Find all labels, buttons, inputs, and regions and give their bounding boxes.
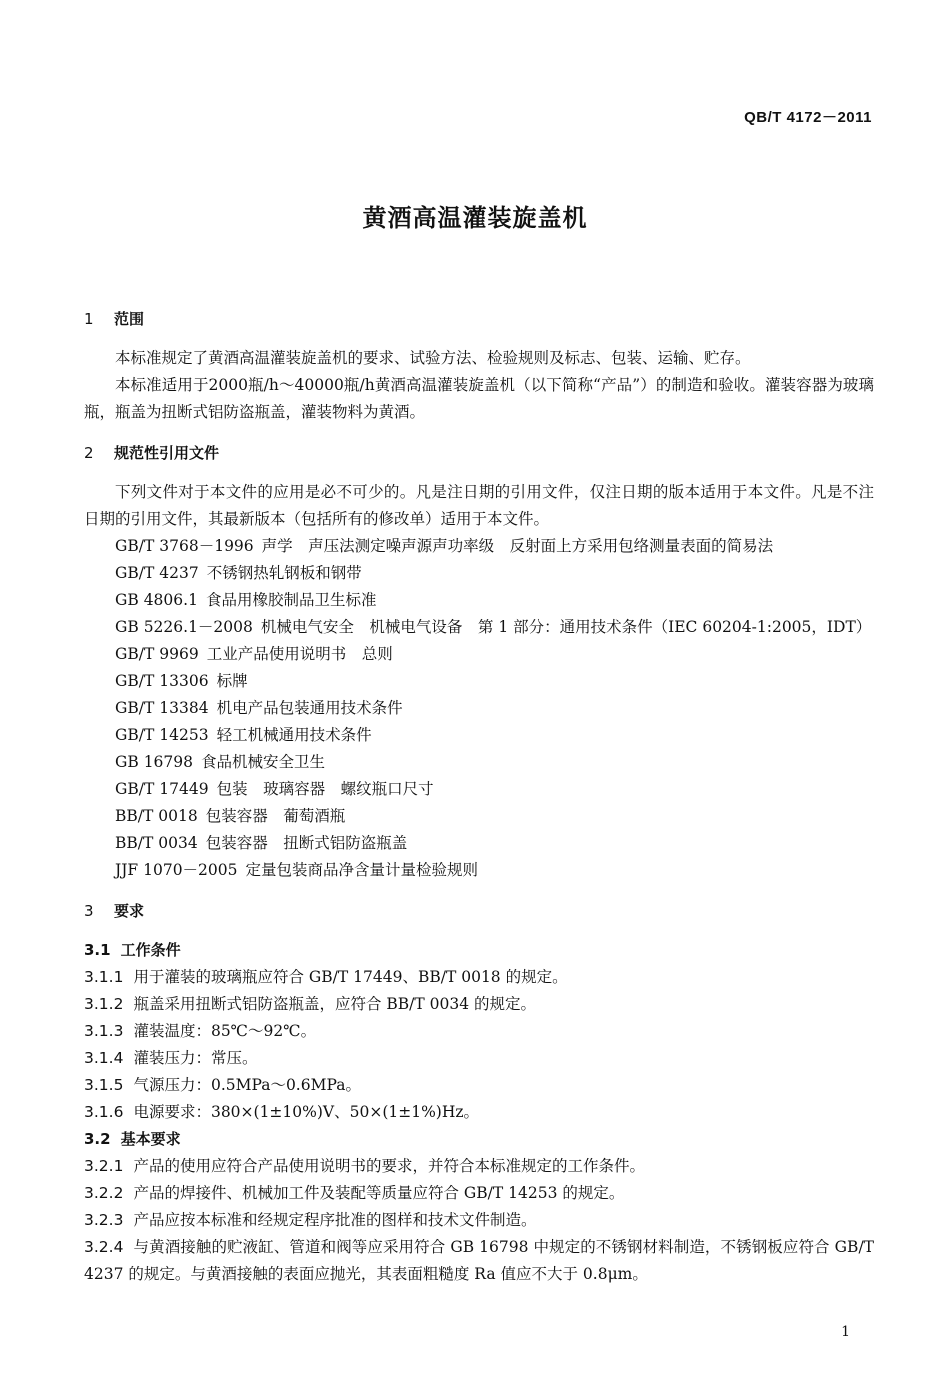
clause: 3.1.1 用于灌装的玻璃瓶应符合 GB/T 17449、BB/T 0018 的规定。 xyxy=(84,968,568,986)
reference-item: GB/T 13306 标牌 xyxy=(115,672,248,690)
reference-item: BB/T 0034 包装容器 扭断式铝防盗瓶盖 xyxy=(115,834,408,852)
clause: 3.1.3 灌装温度：85℃～92℃。 xyxy=(84,1022,317,1040)
section-3-heading: 3 要求 xyxy=(84,902,145,920)
reference-item: GB 4806.1 食品用橡胶制品卫生标准 xyxy=(115,591,377,609)
reference-item: GB/T 3768－1996 声学 声压法测定噪声源声功率级 反射面上方采用包络测量表面的简易法 xyxy=(115,537,774,555)
section-2-heading: 2 规范性引用文件 xyxy=(84,444,220,462)
clause: 3.1.2 瓶盖采用扭断式铝防盗瓶盖，应符合 BB/T 0034 的规定。 xyxy=(84,995,537,1013)
reference-item: BB/T 0018 包装容器 葡萄酒瓶 xyxy=(115,807,346,825)
clause: 3.1 工作条件 xyxy=(84,941,181,959)
page-number: 1 xyxy=(841,1324,850,1340)
section-2-intro: 下列文件对于本文件的应用是必不可少的。凡是注日期的引用文件，仅注日期的版本适用于本文件。凡是不注日期的引用文件，其最新版本（包括所有的修改单）适用于本文件。 xyxy=(84,483,874,528)
clause: 3.2.3 产品应按本标准和经规定程序批准的图样和技术文件制造。 xyxy=(84,1211,537,1229)
section-1-paragraph-1: 本标准规定了黄酒高温灌装旋盖机的要求、试验方法、检验规则及标志、包装、运输、贮存。 xyxy=(115,349,751,367)
standard-code: QB/T 4172－2011 xyxy=(744,109,872,126)
clause: 3.2.4 与黄酒接触的贮液缸、管道和阀等应采用符合 GB 16798 中规定的不锈钢材料制造，不锈钢板应符合 GB/T 4237 的规定。与黄酒接触的表面应抛光，其表面粗糙度 Ra 值应不大于 0.8μm。 xyxy=(84,1238,874,1283)
document-body xyxy=(84,300,874,1288)
reference-item: JJF 1070－2005 定量包装商品净含量计量检验规则 xyxy=(115,861,479,879)
section-1-paragraph-2: 本标准适用于2000瓶/h～40000瓶/h黄酒高温灌装旋盖机（以下简称“产品”）的制造和验收。灌装容器为玻璃瓶，瓶盖为扭断式铝防盗瓶盖，灌装物料为黄酒。 xyxy=(84,376,874,421)
section-1-heading: 1 范围 xyxy=(84,310,145,328)
reference-item: GB/T 9969 工业产品使用说明书 总则 xyxy=(115,645,393,663)
document-title: 黄酒高温灌装旋盖机 xyxy=(362,204,588,232)
clause: 3.2 基本要求 xyxy=(84,1130,181,1148)
reference-list xyxy=(84,533,874,884)
clause: 3.2.2 产品的焊接件、机械加工件及装配等质量应符合 GB/T 14253 的规定。 xyxy=(84,1184,625,1202)
reference-item: GB 16798 食品机械安全卫生 xyxy=(115,753,326,771)
reference-item: GB 5226.1－2008 机械电气安全 机械电气设备 第 1 部分：通用技术条件（IEC 60204-1:2005，IDT） xyxy=(115,618,872,636)
reference-item: GB/T 4237 不锈钢热轧钢板和钢带 xyxy=(115,564,362,582)
clause: 3.1.6 电源要求：380×(1±10%)V、50×(1±1%)Hz。 xyxy=(84,1103,480,1121)
reference-item: GB/T 17449 包装 玻璃容器 螺纹瓶口尺寸 xyxy=(115,780,434,798)
clause: 3.2.1 产品的使用应符合产品使用说明书的要求，并符合本标准规定的工作条件。 xyxy=(84,1157,645,1175)
clause: 3.1.5 气源压力：0.5MPa～0.6MPa。 xyxy=(84,1076,361,1094)
clause: 3.1.4 灌装压力：常压。 xyxy=(84,1049,258,1067)
reference-item: GB/T 14253 轻工机械通用技术条件 xyxy=(115,726,372,744)
reference-item: GB/T 13384 机电产品包装通用技术条件 xyxy=(115,699,403,717)
